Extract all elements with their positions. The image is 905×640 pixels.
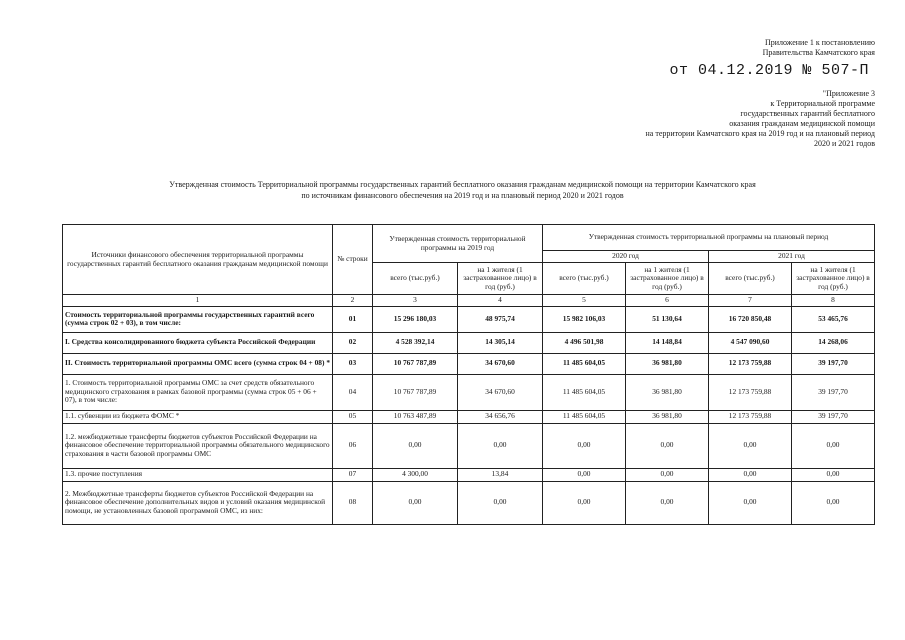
value-cell: 0,00 bbox=[709, 423, 792, 468]
appendix-line: государственных гарантий бесплатного bbox=[740, 109, 875, 118]
header-planned-period: Утвержденная стоимость территориальной программы на плановый период bbox=[543, 225, 875, 251]
row-label: 1.2. межбюджетные трансферты бюджетов субъектов Российской Федерации на финансовое обеспечение территориальной программы обязательного медицинского страхования в части базовой программы ОМС bbox=[63, 423, 333, 468]
value-cell: 36 981,80 bbox=[626, 353, 709, 374]
document-title-line-2: по источникам финансового обеспечения на 2019 год и на плановый период 2020 и 2021 годов bbox=[301, 191, 624, 200]
header-2019-total: всего (тыс.руб.) bbox=[373, 263, 458, 295]
value-cell: 36 981,80 bbox=[626, 374, 709, 410]
value-cell: 0,00 bbox=[626, 481, 709, 524]
value-cell: 0,00 bbox=[458, 481, 543, 524]
table-row bbox=[63, 306, 875, 332]
cost-table bbox=[62, 224, 875, 525]
value-cell: 14 148,84 bbox=[626, 332, 709, 353]
value-cell: 0,00 bbox=[373, 423, 458, 468]
table-row bbox=[63, 332, 875, 353]
value-cell: 0,00 bbox=[373, 481, 458, 524]
table-body bbox=[63, 306, 875, 524]
value-cell: 34 670,60 bbox=[458, 353, 543, 374]
table-row bbox=[63, 374, 875, 410]
value-cell: 34 670,60 bbox=[458, 374, 543, 410]
row-label: 1.3. прочие поступления bbox=[63, 468, 333, 481]
value-cell: 11 485 604,05 bbox=[543, 353, 626, 374]
value-cell: 0,00 bbox=[626, 468, 709, 481]
header-2021: 2021 год bbox=[709, 251, 875, 263]
value-cell: 0,00 bbox=[543, 481, 626, 524]
value-cell: 12 173 759,88 bbox=[709, 374, 792, 410]
value-cell: 11 485 604,05 bbox=[543, 374, 626, 410]
decree-number-stamp: от 04.12.2019 № 507-П bbox=[669, 62, 869, 79]
value-cell: 13,84 bbox=[458, 468, 543, 481]
value-cell: 4 528 392,14 bbox=[373, 332, 458, 353]
column-number-cell: 5 bbox=[543, 295, 626, 307]
row-label: Стоимость территориальной программы государственных гарантий всего (сумма строк 02 + 03), в том числе: bbox=[63, 306, 333, 332]
header-source: Источники финансового обеспечения территориальной программы государственных гарантий бесплатного оказания гражданам медицинской помощи bbox=[63, 225, 333, 295]
value-cell: 0,00 bbox=[709, 481, 792, 524]
header-2020: 2020 год bbox=[543, 251, 709, 263]
value-cell: 4 496 501,98 bbox=[543, 332, 626, 353]
column-number-cell: 3 bbox=[373, 295, 458, 307]
appendix-line: на территории Камчатского края на 2019 год и на плановый период bbox=[645, 129, 875, 138]
header-2021-total: всего (тыс.руб.) bbox=[709, 263, 792, 295]
row-label: II. Стоимость территориальной программы ОМС всего (сумма строк 04 + 08) * bbox=[63, 353, 333, 374]
row-number: 08 bbox=[333, 481, 373, 524]
value-cell: 12 173 759,88 bbox=[709, 410, 792, 423]
value-cell: 34 656,76 bbox=[458, 410, 543, 423]
row-number: 04 bbox=[333, 374, 373, 410]
column-number-cell: 1 bbox=[63, 295, 333, 307]
row-number: 01 bbox=[333, 306, 373, 332]
column-number-cell: 2 bbox=[333, 295, 373, 307]
row-number: 03 bbox=[333, 353, 373, 374]
table-row bbox=[63, 481, 875, 524]
value-cell: 51 130,64 bbox=[626, 306, 709, 332]
appendix-line: 2020 и 2021 годов bbox=[814, 139, 875, 148]
row-number: 07 bbox=[333, 468, 373, 481]
value-cell: 12 173 759,88 bbox=[709, 353, 792, 374]
table-row bbox=[63, 423, 875, 468]
row-label: I. Средства консолидированного бюджета субъекта Российской Федерации bbox=[63, 332, 333, 353]
table-row bbox=[63, 410, 875, 423]
header-2019: Утвержденная стоимость территориальной программы на 2019 год bbox=[373, 225, 543, 263]
row-number: 02 bbox=[333, 332, 373, 353]
value-cell: 0,00 bbox=[792, 423, 875, 468]
column-number-cell: 8 bbox=[792, 295, 875, 307]
value-cell: 0,00 bbox=[543, 468, 626, 481]
value-cell: 4 300,00 bbox=[373, 468, 458, 481]
row-label: 1. Стоимость территориальной программы ОМС за счет средств обязательного медицинского страхования в рамках базовой программы (сумма строк 05 + 06 + 07), в том числе: bbox=[63, 374, 333, 410]
value-cell: 15 982 106,03 bbox=[543, 306, 626, 332]
appendix-header bbox=[645, 89, 875, 149]
value-cell: 39 197,70 bbox=[792, 410, 875, 423]
value-cell: 15 296 180,03 bbox=[373, 306, 458, 332]
column-numbers-row bbox=[63, 295, 875, 307]
approval-line-2: Правительства Камчатского края bbox=[762, 48, 875, 57]
value-cell: 0,00 bbox=[792, 468, 875, 481]
column-number-cell: 6 bbox=[626, 295, 709, 307]
value-cell: 0,00 bbox=[626, 423, 709, 468]
table-row bbox=[63, 353, 875, 374]
value-cell: 0,00 bbox=[458, 423, 543, 468]
header-2020-per-capita: на 1 жителя (1 застрахованное лицо) в год (руб.) bbox=[626, 263, 709, 295]
value-cell: 0,00 bbox=[543, 423, 626, 468]
value-cell: 14 268,06 bbox=[792, 332, 875, 353]
value-cell: 10 767 787,89 bbox=[373, 374, 458, 410]
table-row bbox=[63, 468, 875, 481]
header-2019-per-capita: на 1 жителя (1 застрахованное лицо) в год (руб.) bbox=[458, 263, 543, 295]
document-title-line-1: Утвержденная стоимость Территориальной программы государственных гарантий бесплатного оказания гражданам медицинской помощи на территории Камчатского края bbox=[169, 180, 756, 189]
value-cell: 39 197,70 bbox=[792, 374, 875, 410]
value-cell: 0,00 bbox=[709, 468, 792, 481]
value-cell: 10 763 487,89 bbox=[373, 410, 458, 423]
value-cell: 39 197,70 bbox=[792, 353, 875, 374]
column-number-cell: 4 bbox=[458, 295, 543, 307]
approval-line-1: Приложение 1 к постановлению bbox=[764, 38, 875, 47]
row-label: 2. Межбюджетные трансферты бюджетов субъектов Российской Федерации на финансовое обеспечение дополнительных видов и условий оказания медицинской помощи, не установленных базовой программой ОМС, из них: bbox=[63, 481, 333, 524]
value-cell: 0,00 bbox=[792, 481, 875, 524]
value-cell: 36 981,80 bbox=[626, 410, 709, 423]
value-cell: 53 465,76 bbox=[792, 306, 875, 332]
header-2020-total: всего (тыс.руб.) bbox=[543, 263, 626, 295]
approval-header bbox=[763, 38, 875, 58]
row-number: 05 bbox=[333, 410, 373, 423]
appendix-line: оказания гражданам медицинской помощи bbox=[729, 119, 875, 128]
value-cell: 4 547 090,60 bbox=[709, 332, 792, 353]
value-cell: 14 305,14 bbox=[458, 332, 543, 353]
value-cell: 48 975,74 bbox=[458, 306, 543, 332]
column-number-cell: 7 bbox=[709, 295, 792, 307]
value-cell: 10 767 787,89 bbox=[373, 353, 458, 374]
header-row-number: № строки bbox=[333, 225, 373, 295]
value-cell: 11 485 604,05 bbox=[543, 410, 626, 423]
row-label: 1.1. субвенции из бюджета ФОМС * bbox=[63, 410, 333, 423]
row-number: 06 bbox=[333, 423, 373, 468]
appendix-line: к Территориальной программе bbox=[770, 99, 875, 108]
value-cell: 16 720 850,48 bbox=[709, 306, 792, 332]
appendix-line: "Приложение 3 bbox=[822, 89, 875, 98]
header-2021-per-capita: на 1 жителя (1 застрахованное лицо) в год (руб.) bbox=[792, 263, 875, 295]
